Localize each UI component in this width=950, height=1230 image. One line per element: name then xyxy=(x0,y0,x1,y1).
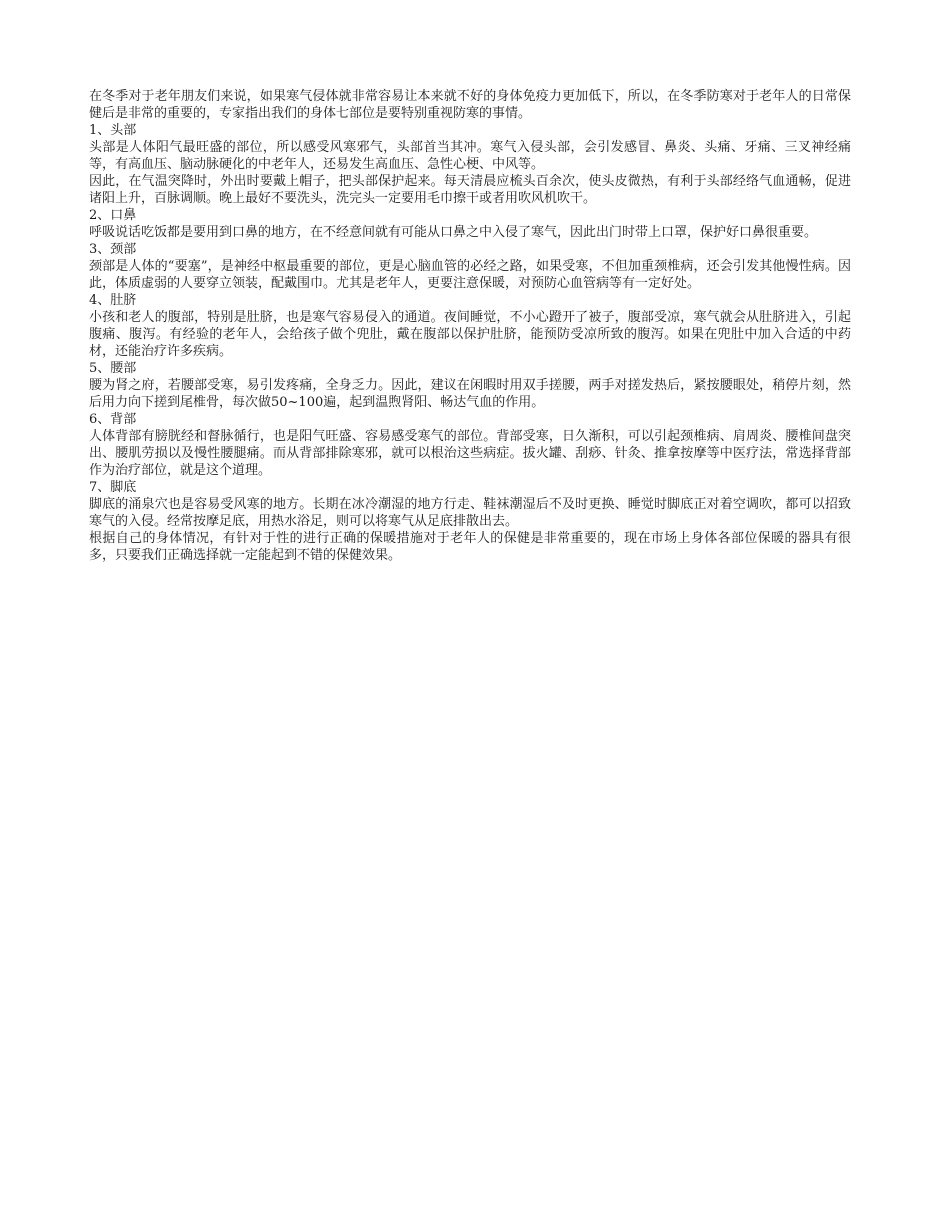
section-paragraph: 颈部是人体的“要塞”，是神经中枢最重要的部位，更是心脑血管的必经之路，如果受寒，不但加重颈椎病，还会引发其他慢性病。因此，体质虚弱的人要穿立领装，配戴围巾。尤其是老年人，更要注意保暖，对预防心血管病等有一定好处。 xyxy=(89,259,851,291)
intro-paragraph: 在冬季对于老年朋友们来说，如果寒气侵体就非常容易让本来就不好的身体免疫力更加低下，所以，在冬季防寒对于老年人的日常保健后是非常的重要的，专家指出我们的身体七部位是要特别重视防寒的事情。 xyxy=(89,89,851,121)
section-heading-navel: 4、肚脐 xyxy=(89,293,137,308)
section-paragraph: 呼吸说话吃饭都是要用到口鼻的地方，在不经意间就有可能从口鼻之中入侵了寒气，因此出门时带上口罩，保护好口鼻很重要。 xyxy=(89,225,818,240)
section-paragraph: 腰为肾之府，若腰部受寒，易引发疼痛，全身乏力。因此，建议在闲暇时用双手搓腰，两手对搓发热后，紧按腰眼处，稍停片刻，然后用力向下搓到尾椎骨，每次做50~100遍，起到温煦肾阳、畅达气血的作用。 xyxy=(89,378,851,410)
section-heading-sole: 7、脚底 xyxy=(89,480,137,495)
conclusion-paragraph: 根据自己的身体情况，有针对于性的进行正确的保暖措施对于老年人的保健是非常重要的，现在市场上身体各部位保暖的器具有很多，只要我们正确选择就一定能起到不错的保健效果。 xyxy=(89,531,851,563)
section-heading-head: 1、头部 xyxy=(89,123,137,138)
section-paragraph: 头部是人体阳气最旺盛的部位，所以感受风寒邪气，头部首当其冲。寒气入侵头部，会引发感冒、鼻炎、头痛、牙痛、三叉神经痛等，有高血压、脑动脉硬化的中老年人，还易发生高血压、急性心梗、中风等。 xyxy=(89,140,851,172)
section-heading-back: 6、背部 xyxy=(89,412,137,427)
section-heading-waist: 5、腰部 xyxy=(89,361,137,376)
section-heading-mouth-nose: 2、口鼻 xyxy=(89,208,137,223)
article-body xyxy=(89,88,851,564)
section-paragraph: 人体背部有膀胱经和督脉循行，也是阳气旺盛、容易感受寒气的部位。背部受寒，日久渐积，可以引起颈椎病、肩周炎、腰椎间盘突出、腰肌劳损以及慢性腰腿痛。而从背部排除寒邪，就可以根治这些病症。拔火罐、刮痧、针灸、推拿按摩等中医疗法，常选择背部作为治疗部位，就是这个道理。 xyxy=(89,429,851,478)
section-heading-neck: 3、颈部 xyxy=(89,242,137,257)
section-paragraph: 因此，在气温突降时，外出时要戴上帽子，把头部保护起来。每天清晨应梳头百余次，使头皮微热，有利于头部经络气血通畅，促进诸阳上升，百脉调顺。晚上最好不要洗头，洗完头一定要用毛巾擦干或者用吹风机吹干。 xyxy=(89,174,851,206)
section-paragraph: 小孩和老人的腹部，特别是肚脐，也是寒气容易侵入的通道。夜间睡觉，不小心蹬开了被子，腹部受凉，寒气就会从肚脐进入，引起腹痛、腹泻。有经验的老年人，会给孩子做个兜肚，戴在腹部以保护肚脐，能预防受凉所致的腹泻。如果在兜肚中加入合适的中药材，还能治疗许多疾病。 xyxy=(89,310,851,359)
section-paragraph: 脚底的涌泉穴也是容易受风寒的地方。长期在冰冷潮湿的地方行走、鞋袜潮湿后不及时更换、睡觉时脚底正对着空调吹，都可以招致寒气的入侵。经常按摩足底，用热水浴足，则可以将寒气从足底排散出去。 xyxy=(89,497,851,529)
